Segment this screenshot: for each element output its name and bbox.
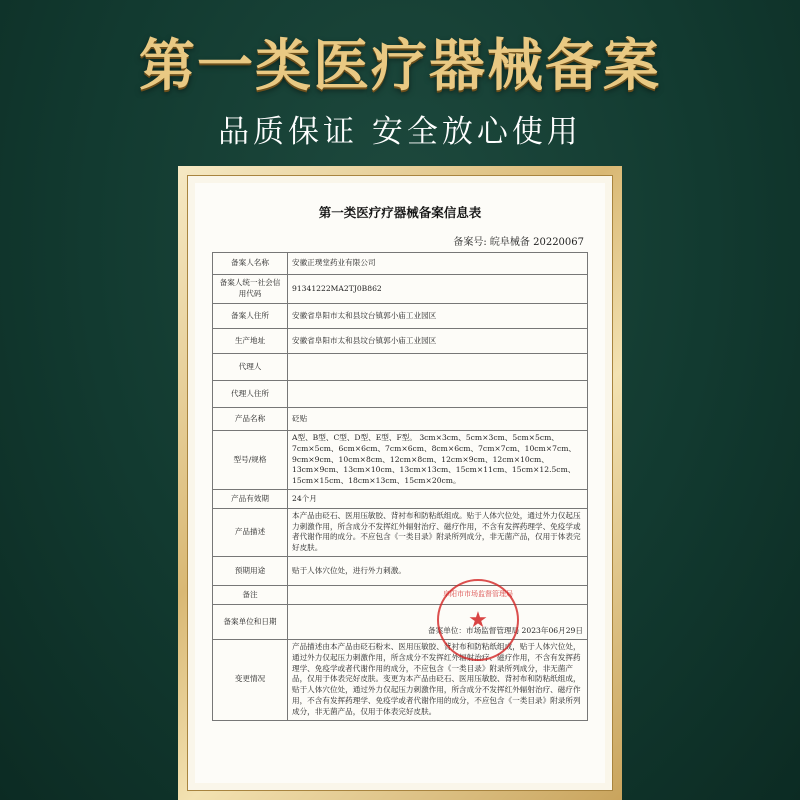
row-value (288, 381, 588, 408)
row-label: 代理人 (213, 354, 288, 381)
certificate-inner-border (187, 175, 613, 791)
row-label: 产品名称 (213, 408, 288, 431)
table-row (213, 586, 588, 605)
row-label: 备案单位和日期 (213, 605, 288, 640)
table-row (213, 253, 588, 275)
row-value: 产品描述由本产品由砭石粉末、医用压敏胶、背衬布和防粘纸组成，贴于人体穴位处，通过外力仅起压力刺激作用，所含成分不发挥红外辐射治疗、磁疗作用，不含有发挥药理学、免疫学或者代谢作用的成分，不应包含《一类目录》附录所列成分，非无菌产品，仅用于体表完好皮肤。变更为本产品由砭石、医用压敏胶、背衬布和防粘纸组成，贴于人体穴位处，通过外力仅起压力刺激作用，所含成分不发挥红外辐射治疗、磁疗作用，不含有发挥药理学、免疫学或者代谢作用的成分，不应包含《一类目录》附录所列成分，非无菌产品，仅用于体表完好皮肤。 (288, 640, 588, 720)
row-label: 产品有效期 (213, 489, 288, 508)
row-value: 安徽正璞堂药业有限公司 (288, 253, 588, 275)
official-seal (437, 579, 519, 661)
row-label: 备案人统一社会信用代码 (213, 275, 288, 304)
table-row (213, 275, 588, 304)
table-row (213, 508, 588, 556)
row-value: 24个月 (288, 489, 588, 508)
row-value: 安徽省阜阳市太和县坟台镇郭小庙工业园区 (288, 329, 588, 354)
table-row (213, 304, 588, 329)
star-icon: ★ (468, 607, 488, 633)
table-row (213, 431, 588, 490)
row-label: 备案人住所 (213, 304, 288, 329)
table-row (213, 329, 588, 354)
table-row (213, 640, 588, 720)
table-row (213, 354, 588, 381)
row-label: 产品描述 (213, 508, 288, 556)
row-label: 型号/规格 (213, 431, 288, 490)
table-row (213, 557, 588, 586)
seal-text: 阜阳市市场监督管理局 (443, 590, 513, 598)
row-label: 生产地址 (213, 329, 288, 354)
row-value: A型、B型、C型、D型、E型、F型。 3cm×3cm、5cm×3cm、5cm×5cm、7cm×5cm、6cm×6cm、7cm×6cm、8cm×6cm、7cm×7cm、10cm×7cm、9cm×9cm、10cm×8cm、12cm×8cm、12cm×9cm、12cm×10cm、13cm×9cm、13cm×10cm、13cm×13cm、15cm×11cm、15cm×12.5cm、15cm×15cm、18cm×13cm、15cm×20cm。 (288, 431, 588, 490)
row-value (288, 354, 588, 381)
table-row (213, 489, 588, 508)
record-info-table (212, 252, 588, 721)
row-value: 贴于人体穴位处，进行外力刺激。 (288, 557, 588, 586)
row-value: 砭贴 (288, 408, 588, 431)
row-label: 预期用途 (213, 557, 288, 586)
row-label: 代理人住所 (213, 381, 288, 408)
row-value: 安徽省阜阳市太和县坟台镇郭小庙工业园区 (288, 304, 588, 329)
headline-subtitle: 品质保证 安全放心使用 (218, 114, 582, 150)
document-title: 第一类医疗疗器械备案信息表 (318, 205, 482, 220)
table-row (213, 381, 588, 408)
record-number: 备案号: 皖阜械备 20220067 (453, 237, 584, 248)
row-label: 变更情况 (213, 640, 288, 720)
table-row (213, 605, 588, 640)
row-label: 备案人名称 (213, 253, 288, 275)
certificate-frame (178, 166, 622, 800)
table-row (213, 408, 588, 431)
row-value: 91341222MA2TJ0B862 (288, 275, 588, 304)
row-label: 备注 (213, 586, 288, 605)
headline-title: 第一类医疗器械备案 (139, 34, 661, 99)
row-value: 本产品由砭石、医用压敏胶、背衬布和防粘纸组成。贴于人体穴位处，通过外力仅起压力刺激作用，所含成分不发挥红外辐射治疗、磁疗作用，不含有发挥药理学、免疫学或者代谢作用的成分。不应包含《一类目录》附录所列成分，非无菌产品，仅用于体表完好皮肤。 (288, 508, 588, 556)
certificate-paper (195, 183, 605, 783)
row-value (288, 586, 588, 605)
row-value: 备案单位：市场监督管理局 2023年06月29日 (288, 605, 588, 640)
